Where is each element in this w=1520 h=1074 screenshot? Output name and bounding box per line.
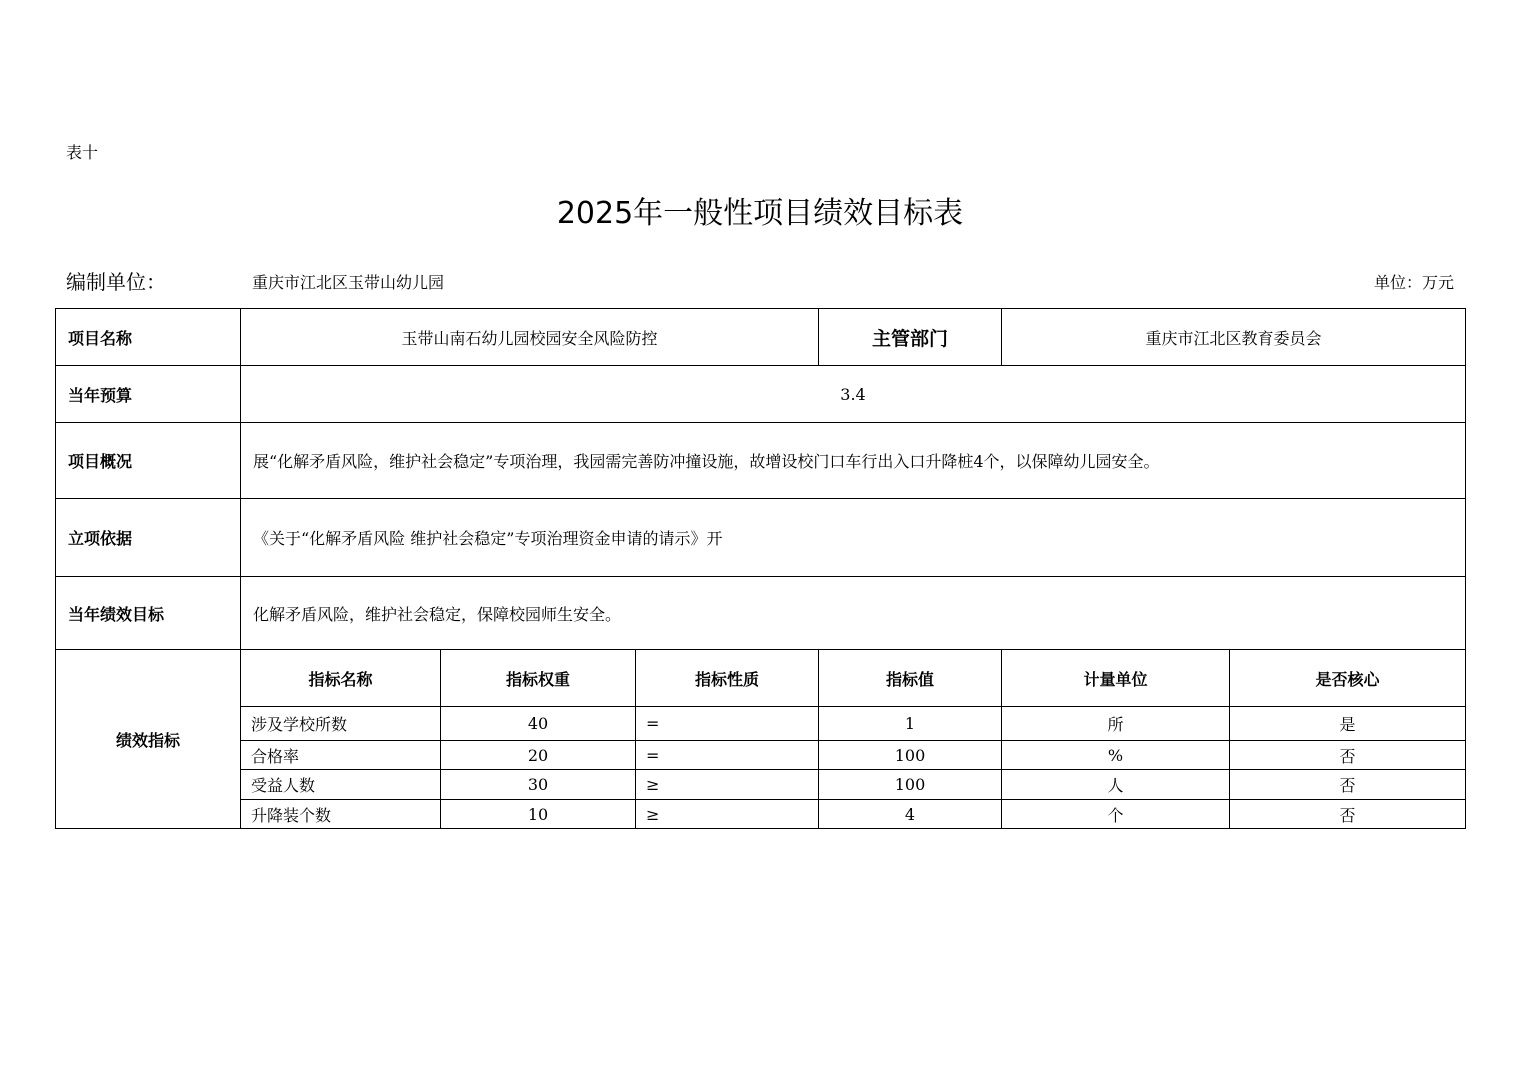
overview-row: [56, 423, 1466, 499]
indicator-weight: 40: [441, 707, 636, 741]
indicator-core: 是: [1230, 707, 1466, 741]
compile-unit-label: 编制单位：: [66, 270, 166, 294]
indicator-name: 涉及学校所数: [241, 707, 441, 741]
page-title: 2025年一般性项目绩效目标表: [556, 196, 964, 231]
indicator-core: 否: [1230, 770, 1466, 800]
indicator-name: 合格率: [241, 741, 441, 770]
table-row: [56, 741, 1466, 770]
indicator-value: 4: [819, 800, 1002, 829]
indicator-nature: ≥: [636, 800, 819, 829]
table-row: [56, 707, 1466, 741]
budget-row: [56, 366, 1466, 423]
goal-label: 当年绩效目标: [56, 577, 241, 650]
indicator-name: 升降装个数: [241, 800, 441, 829]
table-number: 表十: [66, 143, 99, 162]
project-name-value: 玉带山南石幼儿园校园安全风险防控: [241, 309, 819, 366]
header-indicator-value: 指标值: [819, 650, 1002, 707]
header-is-core: 是否核心: [1230, 650, 1466, 707]
overview-value: 展“化解矛盾风险，维护社会稳定”专项治理，我园需完善防冲撞设施，故增设校门口车行出入口升降桩4个，以保障幼儿园安全。: [241, 423, 1466, 499]
budget-label: 当年预算: [56, 366, 241, 423]
basis-value: 《关于“化解矛盾风险 维护社会稳定”专项治理资金申请的请示》开: [241, 499, 1466, 577]
indicator-weight: 30: [441, 770, 636, 800]
indicator-weight: 10: [441, 800, 636, 829]
indicator-value: 1: [819, 707, 1002, 741]
goal-row: [56, 577, 1466, 650]
indicator-unit: 所: [1002, 707, 1230, 741]
indicator-unit: %: [1002, 741, 1230, 770]
indicator-core: 否: [1230, 800, 1466, 829]
indicator-unit: 人: [1002, 770, 1230, 800]
table-row: [56, 800, 1466, 829]
indicators-label: 绩效指标: [56, 650, 241, 829]
indicator-value: 100: [819, 741, 1002, 770]
project-name-row: [56, 309, 1466, 366]
budget-value: 3.4: [241, 366, 1466, 423]
dept-label: 主管部门: [819, 309, 1002, 366]
currency-unit-label: 单位：万元: [1373, 273, 1454, 292]
goal-value: 化解矛盾风险，维护社会稳定，保障校园师生安全。: [241, 577, 1466, 650]
basis-label: 立项依据: [56, 499, 241, 577]
header-indicator-nature: 指标性质: [636, 650, 819, 707]
header-indicator-name: 指标名称: [241, 650, 441, 707]
indicator-unit: 个: [1002, 800, 1230, 829]
indicator-nature: =: [636, 707, 819, 741]
indicator-nature: ≥: [636, 770, 819, 800]
indicator-core: 否: [1230, 741, 1466, 770]
header-indicator-weight: 指标权重: [441, 650, 636, 707]
performance-table: [55, 308, 1466, 829]
dept-value: 重庆市江北区教育委员会: [1002, 309, 1466, 366]
project-name-label: 项目名称: [56, 309, 241, 366]
indicator-value: 100: [819, 770, 1002, 800]
basis-row: [56, 499, 1466, 577]
table-row: [56, 770, 1466, 800]
indicator-weight: 20: [441, 741, 636, 770]
indicator-header-row: [56, 650, 1466, 707]
indicator-name: 受益人数: [241, 770, 441, 800]
compile-unit-value: 重庆市江北区玉带山幼儿园: [252, 273, 445, 292]
header-measure-unit: 计量单位: [1002, 650, 1230, 707]
indicator-nature: =: [636, 741, 819, 770]
overview-label: 项目概况: [56, 423, 241, 499]
